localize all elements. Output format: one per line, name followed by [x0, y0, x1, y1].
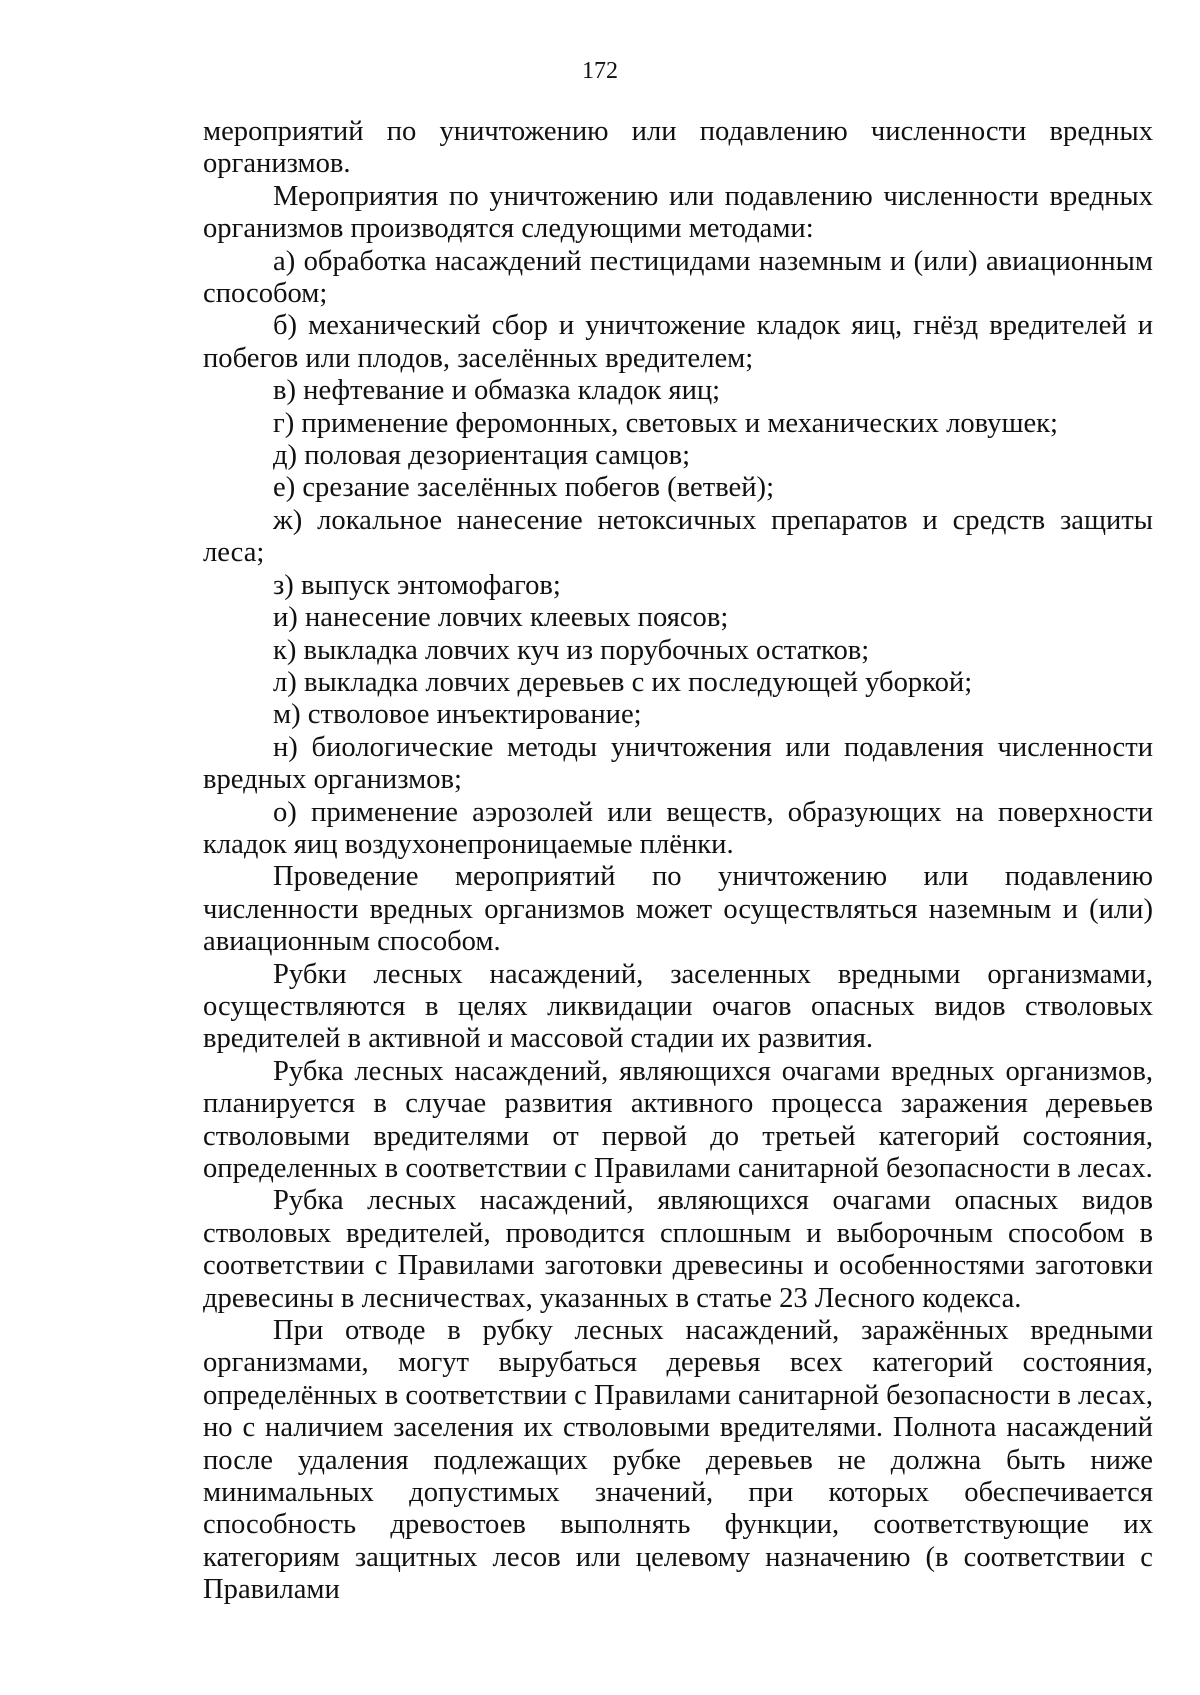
paragraph: При отводе в рубку лесных насаждений, заражённых вредными организмами, могут вырубаться деревья всех категорий состояния, определённых в соответствии с Правилами санитарной безопасности в лесах, но с наличием заселения их стволовыми вредителями. Полнота насаждений после удаления подлежащих рубке деревьев не должна быть ниже минимальных допустимых значений, при которых обеспечивается способность древостоев выполнять функции, соответствующие их категориям защитных лесов или целевому назначению (в соответствии с Правилами — [203, 1315, 1153, 1606]
list-item: н) биологические методы уничтожения или подавления численности вредных организмов; — [203, 731, 1153, 796]
page-number: 172 — [582, 58, 618, 84]
list-item: м) стволовое инъектирование; — [273, 699, 642, 731]
list-item: д) половая дезориентация самцов; — [273, 440, 691, 472]
list-item: а) обработка насаждений пестицидами наземным и (или) авиационным способом; — [203, 245, 1153, 310]
list-item: е) срезание заселённых побегов (ветвей); — [273, 472, 775, 504]
list-item: з) выпуск энтомофагов; — [273, 569, 561, 601]
paragraph: Проведение мероприятий по уничтожению или подавлению численности вредных организмов может осуществляться наземным и (или) авиационным способом. — [203, 861, 1153, 958]
document-body — [203, 116, 1153, 1607]
list-item: о) применение аэрозолей или веществ, образующих на поверхности кладок яиц воздухонепроницаемые плёнки. — [203, 796, 1153, 860]
list-item: и) нанесение ловчих клеевых поясов; — [273, 602, 729, 634]
paragraph: Рубки лесных насаждений, заселенных вредными организмами, осуществляются в целях ликвидации очагов опасных видов стволовых вредителей в активной и массовой стадии их развития. — [203, 958, 1153, 1055]
list-item: б) механический сбор и уничтожение кладок яиц, гнёзд вредителей и побегов или плодов, заселённых вредителем; — [203, 310, 1153, 374]
paragraph: мероприятий по уничтожению или подавлению численности вредных организмов. — [203, 116, 1153, 180]
list-item: к) выкладка ловчих куч из порубочных остатков; — [273, 634, 870, 666]
list-item: г) применение феромонных, световых и механических ловушек; — [273, 407, 1059, 439]
list-item: ж) локальное нанесение нетоксичных препаратов и средств защиты леса; — [203, 504, 1153, 569]
paragraph: Мероприятия по уничтожению или подавлению численности вредных организмов производятся следующими методами: — [203, 180, 1153, 245]
paragraph: Рубка лесных насаждений, являющихся очагами опасных видов стволовых вредителей, проводится сплошным и выборочным способом в соответствии с Правилами заготовки древесины и особенностями заготовки древесины в лесничествах, указанных в статье 23 Лесного кодекса. — [203, 1185, 1153, 1314]
list-item: в) нефтевание и обмазка кладок яиц; — [273, 375, 721, 407]
list-item: л) выкладка ловчих деревьев с их последующей уборкой; — [273, 666, 973, 698]
paragraph: Рубка лесных насаждений, являющихся очагами вредных организмов, планируется в случае развития активного процесса заражения деревьев стволовыми вредителями от первой до третьей категорий состояния, определенных в соответствии с Правилами санитарной безопасности в лесах. — [203, 1055, 1153, 1184]
